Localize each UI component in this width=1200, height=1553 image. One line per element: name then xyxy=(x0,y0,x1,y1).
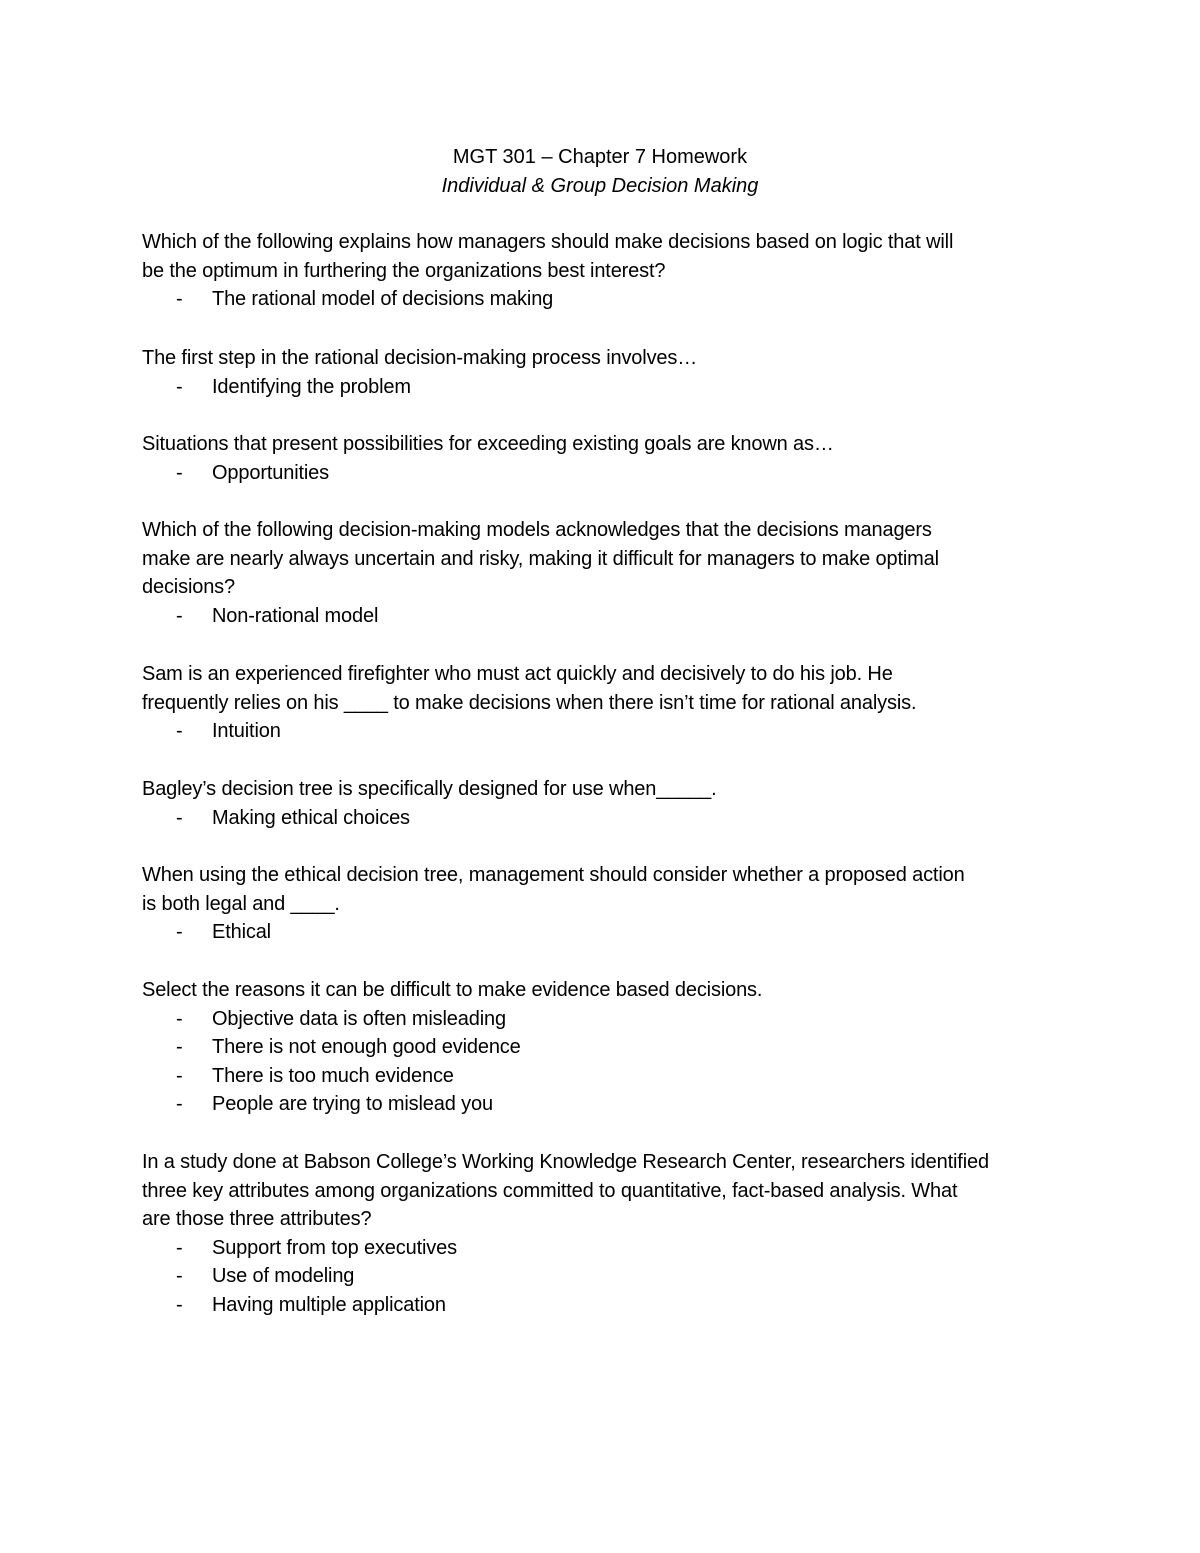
answer-item xyxy=(142,918,1072,947)
dash-bullet-icon: - xyxy=(176,1064,183,1087)
answer-text: People are trying to mislead you xyxy=(212,1093,493,1116)
question-text: Which of the following decision-making models acknowledges that the decisions managers xyxy=(142,519,932,541)
answer-text: There is too much evidence xyxy=(212,1064,454,1087)
question-text: Situations that present possibilities for exceeding existing goals are known as… xyxy=(142,433,834,455)
answer-text: Identifying the problem xyxy=(212,375,411,398)
answer-list xyxy=(142,804,1072,833)
answer-list xyxy=(142,373,1072,402)
question-block xyxy=(142,516,1072,630)
question-block xyxy=(142,228,1072,314)
question-block xyxy=(142,861,1072,947)
dash-bullet-icon: - xyxy=(176,1293,183,1316)
answer-item xyxy=(142,373,1072,402)
answer-list xyxy=(142,1005,1072,1119)
question-block xyxy=(142,344,1072,401)
answer-text: Making ethical choices xyxy=(212,806,410,829)
answer-item xyxy=(142,1005,1072,1034)
answer-item xyxy=(142,1033,1072,1062)
question-text: In a study done at Babson College’s Working Knowledge Research Center, researchers identified xyxy=(142,1151,989,1173)
dash-bullet-icon: - xyxy=(176,1036,183,1059)
answer-text: Use of modeling xyxy=(212,1265,355,1288)
answer-item xyxy=(142,1234,1072,1263)
answer-item xyxy=(142,804,1072,833)
answer-text: Support from top executives xyxy=(212,1236,457,1259)
answer-item xyxy=(142,1262,1072,1291)
question-text: Bagley’s decision tree is specifically designed for use when_____. xyxy=(142,778,717,800)
dash-bullet-icon: - xyxy=(176,1093,183,1116)
dash-bullet-icon: - xyxy=(176,288,183,311)
answer-text: Intuition xyxy=(212,720,281,743)
dash-bullet-icon: - xyxy=(176,806,183,829)
question-text: Which of the following explains how managers should make decisions based on logic that will xyxy=(142,231,954,253)
question-block xyxy=(142,660,1072,746)
dash-bullet-icon: - xyxy=(176,1007,183,1030)
answer-item xyxy=(142,1062,1072,1091)
question-text: Sam is an experienced firefighter who must act quickly and decisively to do his job. He xyxy=(142,663,893,685)
question-text: make are nearly always uncertain and risky, making it difficult for managers to make optimal xyxy=(142,547,939,570)
question-text: is both legal and ____. xyxy=(142,892,340,915)
answer-text: Opportunities xyxy=(212,461,330,484)
question-text: frequently relies on his ____ to make decisions when there isn’t time for rational analysis. xyxy=(142,691,917,714)
question-text: three key attributes among organizations committed to quantitative, fact-based analysis. What xyxy=(142,1179,958,1202)
question-text: are those three attributes? xyxy=(142,1208,372,1231)
answer-text: Ethical xyxy=(212,921,271,944)
answer-item xyxy=(142,285,1072,314)
question-block xyxy=(142,976,1072,1119)
answer-item xyxy=(142,602,1072,631)
answer-list xyxy=(142,459,1072,488)
question-text: Select the reasons it can be difficult to make evidence based decisions. xyxy=(142,979,763,1001)
answer-item xyxy=(142,1291,1072,1320)
answer-list xyxy=(142,602,1072,631)
dash-bullet-icon: - xyxy=(176,921,183,944)
answer-item xyxy=(142,717,1072,746)
question-text: When using the ethical decision tree, management should consider whether a proposed action xyxy=(142,864,965,886)
question-block xyxy=(142,775,1072,832)
dash-bullet-icon: - xyxy=(176,720,183,743)
answer-list xyxy=(142,1234,1072,1320)
answer-list xyxy=(142,717,1072,746)
answer-text: Having multiple application xyxy=(212,1293,446,1316)
answer-item xyxy=(142,459,1072,488)
dash-bullet-icon: - xyxy=(176,1236,183,1259)
dash-bullet-icon: - xyxy=(176,604,183,627)
dash-bullet-icon: - xyxy=(176,375,183,398)
answer-item xyxy=(142,1090,1072,1119)
question-text: The first step in the rational decision-making process involves… xyxy=(142,347,698,369)
question-text: decisions? xyxy=(142,576,236,599)
answer-text: The rational model of decisions making xyxy=(212,288,554,311)
document-title: MGT 301 – Chapter 7 Homework xyxy=(452,146,748,168)
question-block xyxy=(142,1148,1072,1320)
answer-text: There is not enough good evidence xyxy=(212,1036,521,1059)
question-block xyxy=(142,430,1072,487)
dash-bullet-icon: - xyxy=(176,1265,183,1288)
dash-bullet-icon: - xyxy=(176,461,183,484)
document-subtitle: Individual & Group Decision Making xyxy=(441,175,759,197)
question-text: be the optimum in furthering the organizations best interest? xyxy=(142,259,666,282)
answer-list xyxy=(142,285,1072,314)
answer-list xyxy=(142,918,1072,947)
answer-text: Non-rational model xyxy=(212,604,379,627)
answer-text: Objective data is often misleading xyxy=(212,1007,506,1030)
